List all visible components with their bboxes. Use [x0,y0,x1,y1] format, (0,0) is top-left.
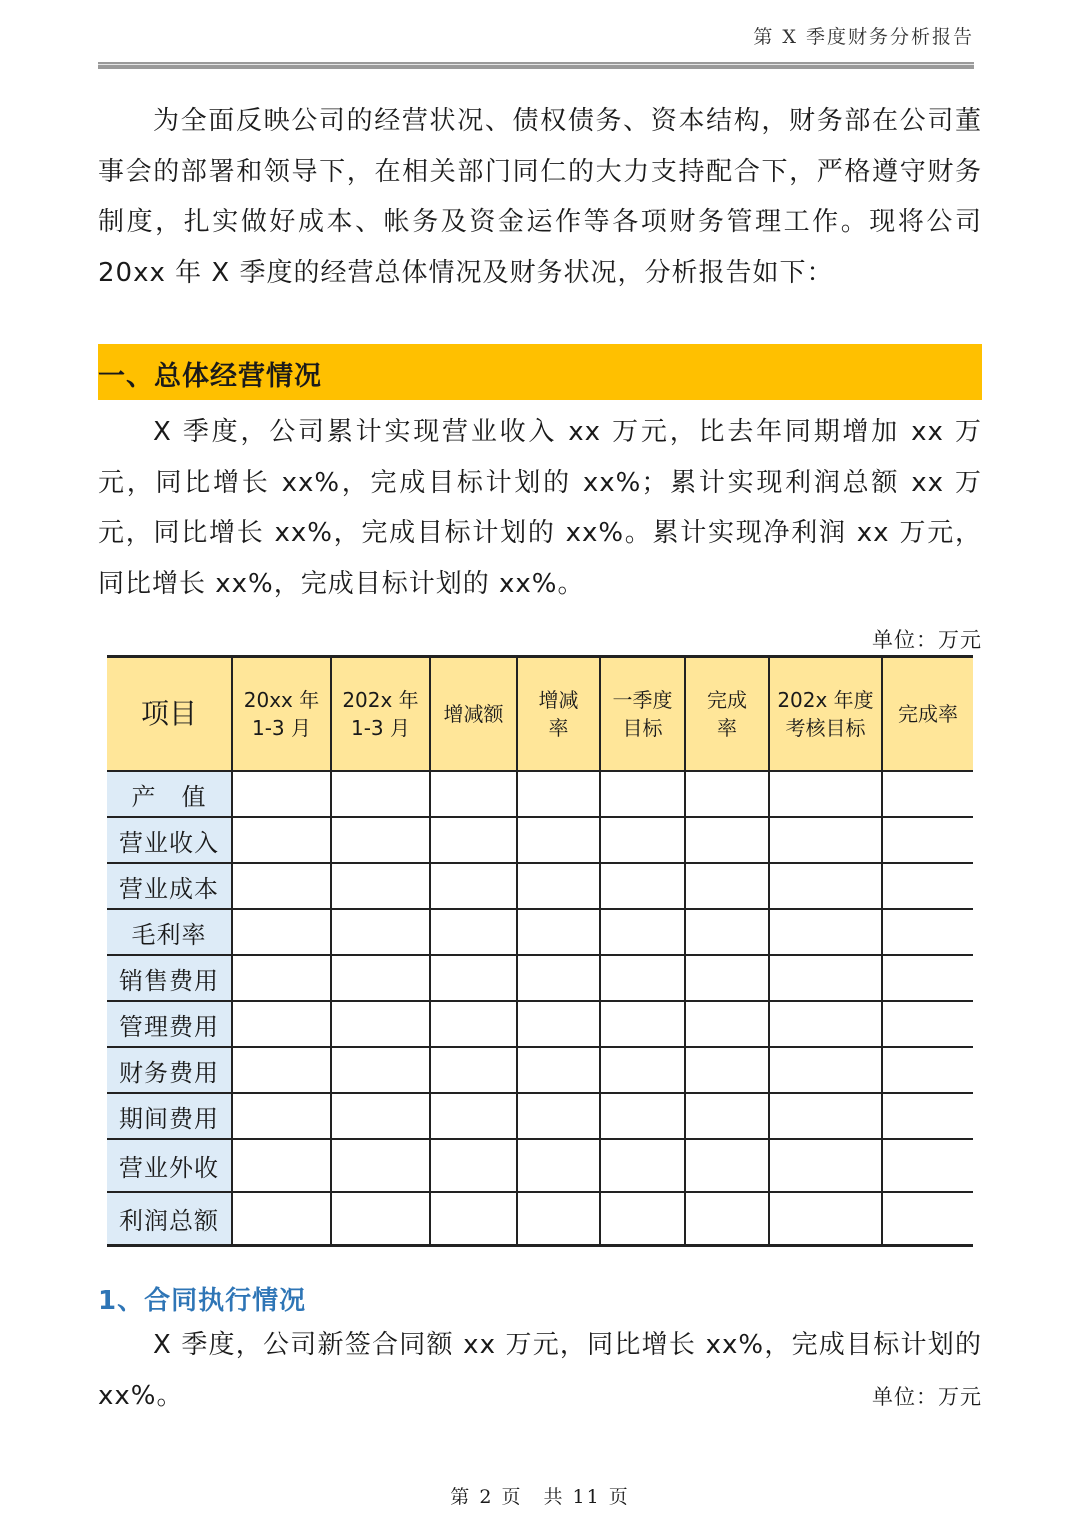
table-row [107,1192,973,1246]
table-cell [517,1001,600,1047]
row-label: 营业收入 [107,817,232,863]
table-cell [685,1139,769,1192]
column-header: 202x 年度 考核目标 [769,657,882,772]
table-row [107,817,973,863]
table-cell [331,1192,430,1246]
table-cell [600,1047,685,1093]
table-cell [331,863,430,909]
column-header: 项目 [107,657,232,772]
section-heading-bar [98,344,982,400]
table-cell [685,909,769,955]
table-cell [685,771,769,817]
column-header: 增减额 [430,657,517,772]
unit-label: 单位：万元 [872,628,982,652]
section-title: 一、总体经营情况 [98,361,322,392]
table-header-row [107,657,973,772]
row-label: 营业外收 [107,1139,232,1192]
table-cell [331,817,430,863]
table-cell [430,909,517,955]
table-cell [232,817,331,863]
table-cell [331,1139,430,1192]
column-header: 一季度 目标 [600,657,685,772]
table-cell [685,1192,769,1246]
table-cell [882,1139,973,1192]
column-header: 20xx 年 1-3 月 [232,657,331,772]
table-cell [769,771,882,817]
intro-paragraph: 为全面反映公司的经营状况、债权债务、资本结构，财务部在公司董事会的部署和领导下，在相关部门同仁的大力支持配合下，严格遵守财务制度，扎实做好成本、帐务及资金运作等各项财务管理工作。现将公司 20xx 年 X 季度的经营总体情况及财务状况，分析报告如下： [98,106,982,288]
row-label: 营业成本 [107,863,232,909]
table-cell [685,863,769,909]
row-label: 毛利率 [107,909,232,955]
table-cell [430,955,517,1001]
table-cell [232,1192,331,1246]
table-row [107,1047,973,1093]
table-cell [232,1047,331,1093]
column-header: 增减 率 [517,657,600,772]
table-cell [517,1047,600,1093]
table-cell [769,1001,882,1047]
row-label: 产 值 [107,771,232,817]
table-cell [517,1093,600,1139]
table-cell [517,1139,600,1192]
page-footer: 第 2 页 共 11 页 [450,1486,630,1508]
header-title: 第 X 季度财务分析报告 [753,26,974,48]
table-cell [517,909,600,955]
table-cell [430,863,517,909]
table-cell [685,1047,769,1093]
table-cell [685,955,769,1001]
table-row [107,863,973,909]
table-cell [769,817,882,863]
table-cell [600,1093,685,1139]
table-cell [600,817,685,863]
table-cell [685,1093,769,1139]
row-label: 财务费用 [107,1047,232,1093]
table-cell [600,863,685,909]
table-cell [769,1047,882,1093]
table-cell [331,1001,430,1047]
table-row [107,955,973,1001]
header-rule [98,62,974,69]
section-body: X 季度，公司累计实现营业收入 xx 万元，比去年同期增加 xx 万元，同比增长 xx%，完成目标计划的 xx%；累计实现利润总额 xx 万元，同比增长 xx%，完成目标计划的 xx%。累计实现净利润 xx 万元，同比增长 xx%，完成目标计划的 xx%。 [98,417,982,599]
unit-label-2: 单位：万元 [872,1385,982,1409]
table-cell [232,863,331,909]
table-cell [882,863,973,909]
table-cell [882,955,973,1001]
table-cell [882,909,973,955]
table-cell [232,909,331,955]
table-cell [600,771,685,817]
subsection-body: X 季度，公司新签合同额 xx 万元，同比增长 xx%，完成目标计划的 xx%。 [98,1330,982,1411]
table-cell [769,1139,882,1192]
table-cell [882,1001,973,1047]
table-cell [430,817,517,863]
table-cell [232,771,331,817]
table-cell [882,1047,973,1093]
table-cell [600,1139,685,1192]
table-cell [331,1093,430,1139]
table-row [107,1093,973,1139]
table-cell [769,955,882,1001]
table-cell [882,1093,973,1139]
row-label: 销售费用 [107,955,232,1001]
table-cell [517,1192,600,1246]
table-cell [882,771,973,817]
table-cell [430,1139,517,1192]
table-cell [769,1093,882,1139]
table-cell [882,1192,973,1246]
table-row [107,771,973,817]
column-header: 完成率 [882,657,973,772]
row-label: 期间费用 [107,1093,232,1139]
column-header: 202x 年 1-3 月 [331,657,430,772]
table-row [107,1001,973,1047]
table-cell [232,1093,331,1139]
table-cell [232,1139,331,1192]
table-cell [331,909,430,955]
table-row [107,1139,973,1192]
column-header: 完成 率 [685,657,769,772]
table-cell [517,955,600,1001]
table-cell [769,863,882,909]
table-cell [430,771,517,817]
table-cell [685,817,769,863]
table-cell [430,1001,517,1047]
table-cell [430,1192,517,1246]
table-cell [600,909,685,955]
table-cell [600,955,685,1001]
table-cell [232,955,331,1001]
table-cell [331,1047,430,1093]
table-cell [882,817,973,863]
table-cell [331,771,430,817]
table-cell [517,863,600,909]
table-cell [769,1192,882,1246]
row-label: 利润总额 [107,1192,232,1246]
table-cell [430,1093,517,1139]
financial-table [107,655,973,1247]
table-cell [600,1192,685,1246]
table-row [107,909,973,955]
table-cell [517,817,600,863]
table-cell [600,1001,685,1047]
row-label: 管理费用 [107,1001,232,1047]
table-cell [517,771,600,817]
table-cell [685,1001,769,1047]
table-cell [331,955,430,1001]
table-cell [430,1047,517,1093]
subsection-title: 1、合同执行情况 [98,1286,307,1316]
table-cell [232,1001,331,1047]
table-cell [769,909,882,955]
